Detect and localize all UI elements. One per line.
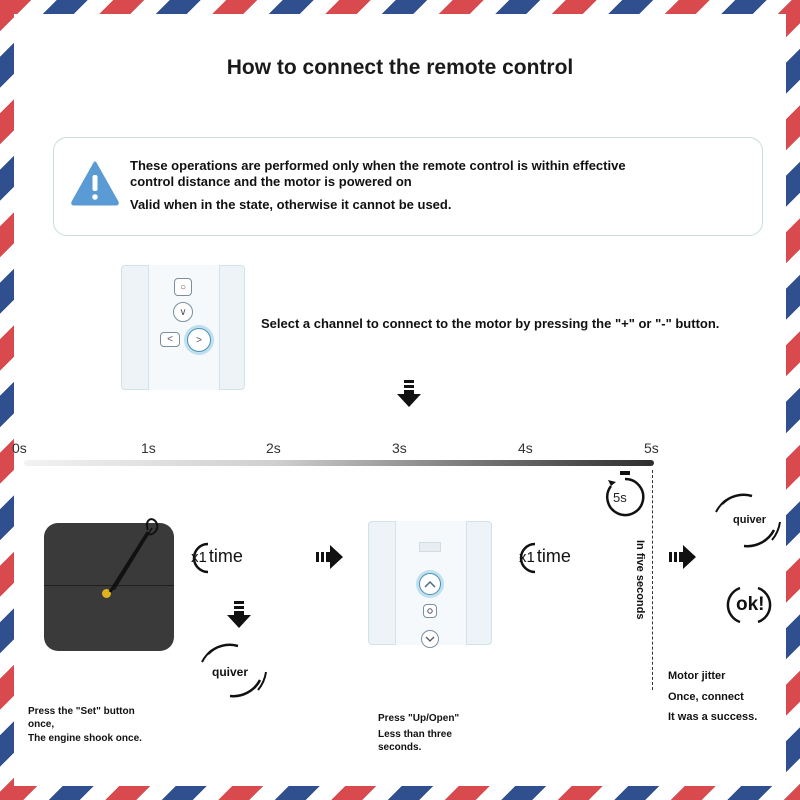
step1-caption-1: Press the "Set" button (28, 706, 135, 717)
repeat-arc-icon-2 (513, 538, 593, 578)
step2-x1: x1 (519, 549, 535, 566)
remote-stop-button[interactable]: ○ (174, 278, 192, 296)
notice-line-3: Valid when in the state, otherwise it cannot be used. (130, 197, 452, 212)
timeline-label-3: 3s (392, 440, 407, 456)
notice-box (53, 137, 763, 236)
remote-plus-button[interactable]: > (187, 328, 211, 352)
step1-caption-2: once, (28, 719, 55, 730)
notice-line-2: control distance and the motor is powered on (130, 174, 412, 189)
notice-line-1: These operations are performed only when the remote control is within effective (130, 158, 626, 173)
step3-caption-3: It was a success. (668, 711, 758, 723)
five-second-divider (652, 470, 653, 690)
timer-label: 5s (613, 490, 627, 505)
chevron-up-icon (424, 580, 436, 588)
chevron-down-icon (425, 636, 435, 642)
arrow-down-icon (396, 380, 422, 408)
arrow-right-icon-2 (669, 544, 697, 570)
step1-x1: x1 (191, 549, 207, 566)
remote-up-button[interactable] (419, 573, 441, 595)
remote-minus-button[interactable]: < (160, 332, 180, 347)
five-seconds-note: In five seconds (634, 540, 646, 620)
arrow-right-icon (316, 544, 344, 570)
remote-display (419, 542, 441, 552)
step2-caption-2: Less than three (378, 729, 452, 740)
stop-circle-icon (427, 608, 433, 614)
remote-channel-card (121, 265, 245, 390)
step1-time: time (208, 546, 243, 566)
timeline-label-5: 5s (644, 440, 659, 456)
page-title: How to connect the remote control (226, 56, 574, 79)
success-ok-label: ok! (736, 594, 765, 615)
step3-caption-1: Motor jitter (668, 670, 726, 682)
remote-down-button[interactable]: ∨ (173, 302, 193, 322)
step3-quiver-label: quiver (733, 514, 767, 526)
remote-down-button-2[interactable] (421, 630, 439, 648)
step3-caption-2: Once, connect (668, 691, 744, 703)
arrow-down-icon-2 (226, 601, 252, 629)
remote-up-card (368, 521, 492, 645)
step1-caption-3: The engine shook once. (28, 733, 142, 744)
step1-quiver-label: quiver (212, 665, 249, 679)
timeline-label-0: 0s (12, 440, 27, 456)
timeline-label-4: 4s (518, 440, 533, 456)
warning-icon (70, 160, 120, 206)
timeline-label-1: 1s (141, 440, 156, 456)
step2-caption-1: Press "Up/Open" (378, 713, 460, 724)
step2-time: time (536, 546, 571, 566)
step2-caption-3: seconds. (378, 742, 422, 753)
remote-stop-button-2[interactable] (423, 604, 437, 618)
timeline-label-2: 2s (266, 440, 281, 456)
select-channel-instruction: Select a channel to connect to the motor by pressing the "+" or "-" button. (261, 316, 720, 331)
timeline-bar (24, 460, 654, 466)
repeat-arc-icon (186, 538, 266, 578)
pin-tool-icon (100, 508, 160, 600)
